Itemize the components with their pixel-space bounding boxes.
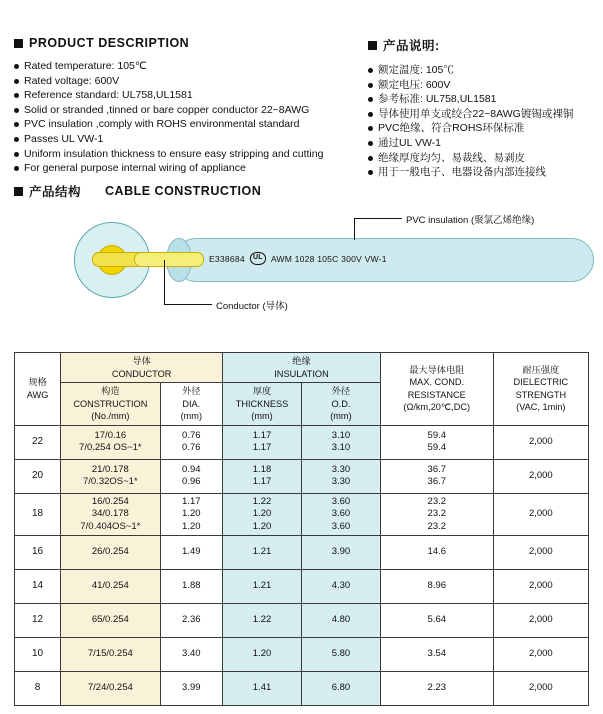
list-item bbox=[14, 147, 364, 162]
list-item-text: Reference standard: UL758,UL1581 bbox=[24, 89, 193, 102]
cell-dielectric: 2,000 bbox=[493, 536, 588, 570]
th-dia-unit: (mm) bbox=[180, 411, 203, 421]
th-resistance-cn: 最大导体电阻 bbox=[409, 364, 465, 375]
th-resistance-en1: MAX. COND. bbox=[409, 377, 465, 388]
cell-dielectric: 2,000 bbox=[493, 493, 588, 536]
th-construction-unit: (No./mm) bbox=[91, 411, 130, 421]
th-od-en: O.D. bbox=[331, 398, 351, 409]
specification-table bbox=[14, 352, 589, 706]
cell-od: 6.80 bbox=[301, 672, 380, 706]
cell-resistance: 36.7 36.7 bbox=[380, 459, 493, 493]
dot-bullet-icon bbox=[14, 108, 19, 113]
dot-bullet-icon bbox=[14, 79, 19, 84]
cell-thickness: 1.18 1.17 bbox=[223, 459, 302, 493]
product-description-cn-title-text: 产品说明: bbox=[383, 39, 440, 53]
list-item bbox=[368, 121, 598, 136]
cell-awg: 12 bbox=[15, 604, 61, 638]
product-description-cn-title bbox=[368, 36, 598, 54]
list-item bbox=[368, 92, 598, 107]
cell-thickness: 1.17 1.17 bbox=[223, 425, 302, 459]
th-dielectric-en2: STRENGTH bbox=[515, 389, 567, 400]
list-item-text: Rated voltage: 600V bbox=[24, 74, 120, 87]
cell-awg: 8 bbox=[15, 672, 61, 706]
th-dia-en: DIA. bbox=[182, 398, 201, 409]
dot-bullet-icon bbox=[368, 68, 373, 73]
cell-dia: 3.99 bbox=[160, 672, 223, 706]
table-row bbox=[15, 493, 589, 536]
cell-dielectric: 2,000 bbox=[493, 459, 588, 493]
list-item-text: 用于一般电子、电器设备内部连接线 bbox=[378, 166, 546, 179]
list-item bbox=[368, 165, 598, 180]
th-thickness-cn: 厚度 bbox=[252, 386, 272, 396]
list-item-text: For general purpose internal wiring of appliance bbox=[24, 162, 246, 175]
list-item-text: 额定电压: 600V bbox=[378, 78, 451, 91]
th-awg-group bbox=[15, 353, 61, 426]
list-item-text: 导体使用单支或绞合22~8AWG镀锡或裸铜 bbox=[378, 107, 574, 120]
list-item bbox=[14, 88, 364, 103]
cell-construction: 41/0.254 bbox=[61, 570, 160, 604]
square-bullet-icon bbox=[14, 187, 23, 196]
cell-dia: 1.17 1.20 1.20 bbox=[160, 493, 223, 536]
cell-construction: 7/24/0.254 bbox=[61, 672, 160, 706]
th-od-cn: 外径 bbox=[331, 386, 351, 396]
th-thickness-en: THICKNESS bbox=[235, 398, 289, 409]
table-body bbox=[15, 425, 589, 706]
th-dia bbox=[160, 383, 223, 426]
list-item-text: 参考标准: UL758,UL1581 bbox=[378, 93, 497, 106]
list-item bbox=[368, 78, 598, 93]
table-row bbox=[15, 672, 589, 706]
list-item bbox=[14, 59, 364, 74]
dot-bullet-icon bbox=[14, 64, 19, 69]
th-insulation-en: INSULATION bbox=[274, 368, 329, 379]
cell-od: 3.90 bbox=[301, 536, 380, 570]
th-construction-en: CONSTRUCTION bbox=[73, 398, 148, 409]
cell-construction: 7/15/0.254 bbox=[61, 638, 160, 672]
cell-dia: 2.36 bbox=[160, 604, 223, 638]
th-construction-cn: 构造 bbox=[101, 386, 120, 396]
cell-resistance: 3.54 bbox=[380, 638, 493, 672]
cell-thickness: 1.22 bbox=[223, 604, 302, 638]
cable-construction-title-cn: 产品结构 bbox=[29, 185, 82, 199]
cell-thickness: 1.41 bbox=[223, 672, 302, 706]
list-item bbox=[14, 74, 364, 89]
th-conductor-en: CONDUCTOR bbox=[111, 368, 172, 379]
th-od-unit: (mm) bbox=[330, 411, 352, 421]
table-group-header-row bbox=[15, 353, 589, 383]
cable-construction-title bbox=[14, 182, 594, 200]
conductor-strand-highlight bbox=[134, 252, 204, 267]
cell-od: 5.80 bbox=[301, 638, 380, 672]
label-insulation: PVC insulation (聚氯乙烯绝缘) bbox=[406, 215, 535, 226]
cell-dielectric: 2,000 bbox=[493, 570, 588, 604]
cell-awg: 20 bbox=[15, 459, 61, 493]
cell-dielectric: 2,000 bbox=[493, 638, 588, 672]
cell-od: 4.30 bbox=[301, 570, 380, 604]
cable-construction-title-en: CABLE CONSTRUCTION bbox=[105, 184, 262, 198]
th-thickness bbox=[223, 383, 302, 426]
cell-resistance: 8.96 bbox=[380, 570, 493, 604]
th-thickness-unit: (mm) bbox=[251, 411, 273, 421]
leader-line-conductor-vertical bbox=[164, 260, 165, 304]
th-awg-cn: 规格 bbox=[28, 377, 47, 388]
product-description-cn-list bbox=[368, 63, 598, 180]
table-row bbox=[15, 638, 589, 672]
label-conductor: Conductor (导体) bbox=[216, 301, 288, 312]
cell-awg: 18 bbox=[15, 493, 61, 536]
cell-dielectric: 2,000 bbox=[493, 604, 588, 638]
product-description-cn-block bbox=[368, 36, 598, 180]
cell-od: 4.80 bbox=[301, 604, 380, 638]
dot-bullet-icon bbox=[14, 137, 19, 142]
leader-line-insulation-horizontal bbox=[354, 218, 402, 219]
cell-thickness: 1.21 bbox=[223, 570, 302, 604]
cell-construction: 21/0.178 7/0.32OS~1* bbox=[61, 459, 160, 493]
list-item bbox=[14, 161, 364, 176]
table-row bbox=[15, 459, 589, 493]
list-item bbox=[368, 107, 598, 122]
square-bullet-icon bbox=[368, 41, 377, 50]
cell-resistance: 59.4 59.4 bbox=[380, 425, 493, 459]
table-row bbox=[15, 536, 589, 570]
list-item-text: PVC绝缘、符合ROHS环保标准 bbox=[378, 122, 525, 135]
th-dielectric bbox=[493, 353, 588, 426]
list-item-text: Passes UL VW-1 bbox=[24, 132, 104, 145]
cell-dia: 1.88 bbox=[160, 570, 223, 604]
list-item bbox=[368, 136, 598, 151]
table-row bbox=[15, 425, 589, 459]
cell-awg: 16 bbox=[15, 536, 61, 570]
cell-dia: 0.94 0.96 bbox=[160, 459, 223, 493]
list-item-text: Uniform insulation thickness to ensure easy stripping and cutting bbox=[24, 147, 324, 160]
square-bullet-icon bbox=[14, 39, 23, 48]
th-resistance-en2: RESISTANCE bbox=[407, 389, 466, 400]
print-file-number: E338684 bbox=[209, 253, 245, 264]
th-dia-cn: 外径 bbox=[182, 386, 201, 396]
list-item bbox=[368, 63, 598, 78]
list-item bbox=[14, 117, 364, 132]
cell-awg: 22 bbox=[15, 425, 61, 459]
list-item-text: 绝缘厚度均匀、易裁线、易剥皮 bbox=[378, 151, 525, 164]
cell-od: 3.10 3.10 bbox=[301, 425, 380, 459]
dot-bullet-icon bbox=[368, 83, 373, 88]
cable-construction-section bbox=[14, 182, 594, 312]
cell-resistance: 2.23 bbox=[380, 672, 493, 706]
list-item-text: Rated temperature: 105℃ bbox=[24, 60, 147, 72]
cell-construction: 16/0.254 34/0.178 7/0.404OS~1* bbox=[61, 493, 160, 536]
th-od bbox=[301, 383, 380, 426]
list-item bbox=[368, 151, 598, 166]
cell-construction: 26/0.254 bbox=[61, 536, 160, 570]
th-dielectric-unit: (VAC, 1min) bbox=[516, 402, 566, 413]
list-item bbox=[14, 103, 364, 118]
dot-bullet-icon bbox=[14, 122, 19, 127]
cell-awg: 14 bbox=[15, 570, 61, 604]
th-dielectric-cn: 耐压强度 bbox=[522, 364, 560, 375]
cable-surface-print bbox=[209, 252, 387, 265]
dot-bullet-icon bbox=[368, 141, 373, 146]
cell-dielectric: 2,000 bbox=[493, 425, 588, 459]
leader-line-insulation-vertical bbox=[354, 218, 355, 240]
dot-bullet-icon bbox=[368, 156, 373, 161]
cell-dia: 0.76 0.76 bbox=[160, 425, 223, 459]
th-resistance-unit: (Ω/km,20℃,DC) bbox=[403, 402, 471, 413]
cell-construction: 65/0.254 bbox=[61, 604, 160, 638]
th-insulation-cn: 绝缘 bbox=[292, 356, 311, 366]
dot-bullet-icon bbox=[368, 126, 373, 131]
th-conductor-cn: 导体 bbox=[132, 356, 151, 366]
dot-bullet-icon bbox=[14, 166, 19, 171]
cell-dia: 3.40 bbox=[160, 638, 223, 672]
cell-od: 3.60 3.60 3.60 bbox=[301, 493, 380, 536]
leader-line-conductor-horizontal bbox=[164, 304, 212, 305]
dot-bullet-icon bbox=[368, 97, 373, 102]
list-item bbox=[14, 132, 364, 147]
th-resistance bbox=[380, 353, 493, 426]
cell-od: 3.30 3.30 bbox=[301, 459, 380, 493]
print-spec-text: AWM 1028 105C 300V VW-1 bbox=[270, 253, 387, 264]
dot-bullet-icon bbox=[368, 112, 373, 117]
cell-dia: 1.49 bbox=[160, 536, 223, 570]
cell-thickness: 1.21 bbox=[223, 536, 302, 570]
cell-resistance: 14.6 bbox=[380, 536, 493, 570]
cell-construction: 17/0.16 7/0.254 OS~1* bbox=[61, 425, 160, 459]
cell-dielectric: 2,000 bbox=[493, 672, 588, 706]
cable-diagram bbox=[14, 208, 594, 328]
dot-bullet-icon bbox=[368, 170, 373, 175]
dot-bullet-icon bbox=[14, 152, 19, 157]
list-item-text: Solid or stranded ,tinned or bare copper conductor 22~8AWG bbox=[24, 103, 310, 116]
th-conductor-group bbox=[61, 353, 223, 383]
cell-resistance: 23.2 23.2 23.2 bbox=[380, 493, 493, 536]
list-item-text: PVC insulation ,comply with ROHS environmental standard bbox=[24, 118, 300, 131]
cell-thickness: 1.22 1.20 1.20 bbox=[223, 493, 302, 536]
product-description-title-text: PRODUCT DESCRIPTION bbox=[29, 36, 190, 50]
th-insulation-group bbox=[223, 353, 381, 383]
table-row bbox=[15, 604, 589, 638]
th-awg-en: AWG bbox=[26, 389, 49, 400]
list-item-text: 通过UL VW-1 bbox=[378, 136, 442, 149]
dot-bullet-icon bbox=[14, 93, 19, 98]
table-row bbox=[15, 570, 589, 604]
th-construction bbox=[61, 383, 160, 426]
cell-resistance: 5.64 bbox=[380, 604, 493, 638]
th-dielectric-en1: DIELECTRIC bbox=[513, 377, 569, 388]
product-description-title bbox=[14, 36, 364, 50]
product-description-list bbox=[14, 59, 364, 176]
product-description-block bbox=[14, 36, 364, 176]
ul-logo-icon: UL bbox=[250, 252, 266, 265]
list-item-text: 额定温度: 105℃ bbox=[378, 64, 454, 76]
cell-awg: 10 bbox=[15, 638, 61, 672]
cell-thickness: 1.20 bbox=[223, 638, 302, 672]
